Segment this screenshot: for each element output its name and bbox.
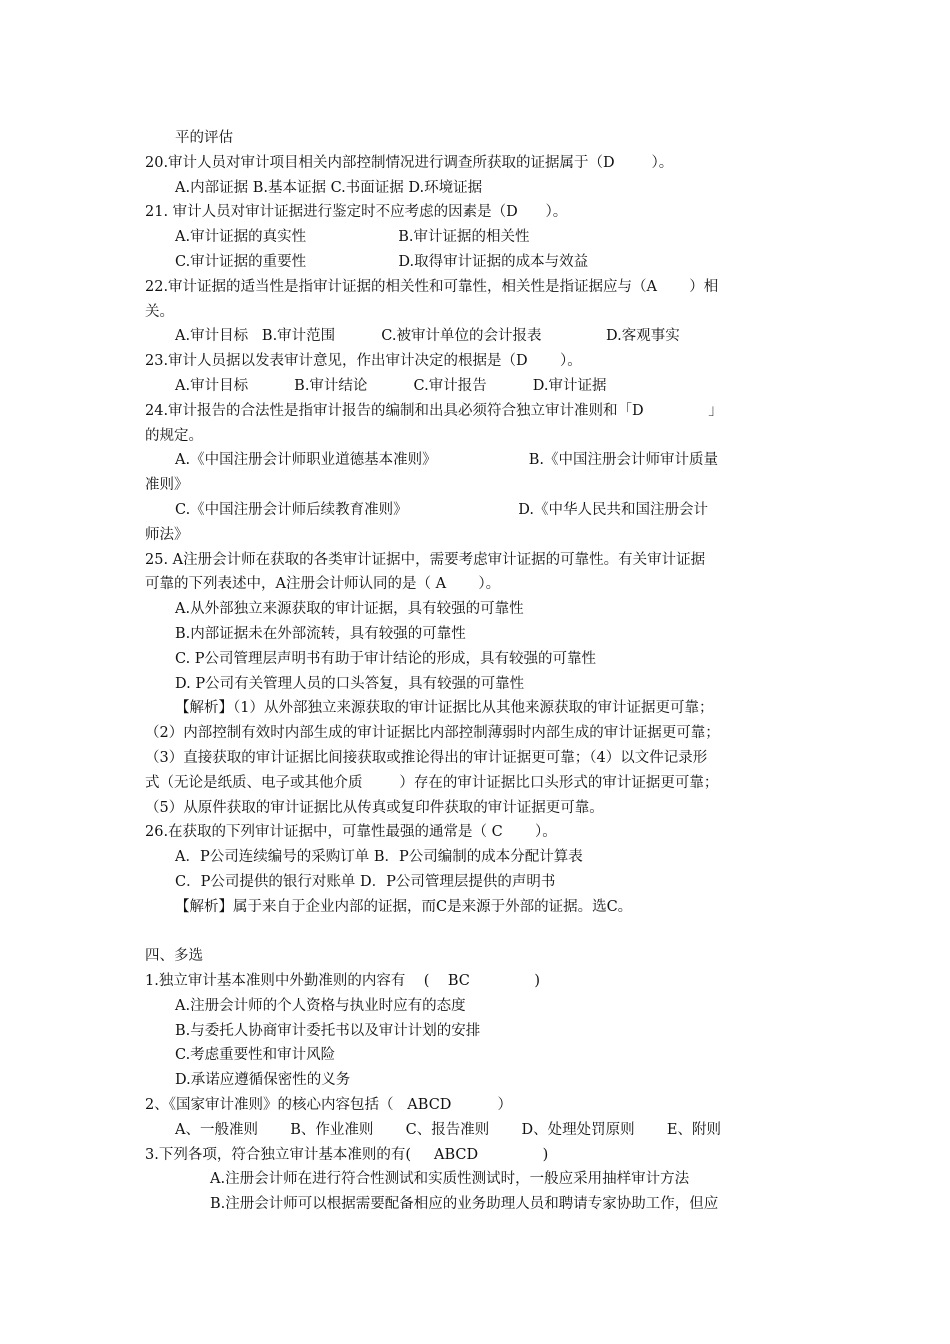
- question-21: 21. 审计人员对审计证据进行鉴定时不应考虑的因素是（D ）。: [145, 204, 568, 221]
- mc-question-2: 2、《国家审计准则》的核心内容包括（ ABCD ）: [145, 1097, 513, 1114]
- section-heading-multiple-choice: 四、多选: [145, 948, 203, 965]
- question-24-options-ab-cont: 准则》: [145, 477, 189, 494]
- analysis-25-line-4: 式（无论是纸质、电子或其他介质 ）存在的审计证据比口头形式的审计证据更可靠；: [145, 774, 719, 791]
- mc-question-1: 1.独立审计基本准则中外勤准则的内容有 ( BC ): [145, 973, 541, 990]
- mc-question-2-options: A、一般准则 B、作业准则 C、报告准则 D、处理处罚原则 E、附则: [175, 1121, 721, 1138]
- mc-question-1-option-a: A.注册会计师的个人资格与执业时应有的态度: [175, 997, 466, 1014]
- analysis-25-line-1: 【解析】（1）从外部独立来源获取的审计证据比从其他来源获取的审计证据更可靠；: [175, 700, 714, 717]
- analysis-25-line-3: （3）直接获取的审计证据比间接获取或推论得出的审计证据更可靠；（4）以文件记录形: [145, 749, 708, 766]
- question-24-options-cd: C.《中国注册会计师后续教育准则》 D.《中华人民共和国注册会计: [175, 501, 709, 518]
- question-26-options-cd: C．P公司提供的银行对账单 D．P公司管理层提供的声明书: [175, 873, 556, 890]
- question-25-option-d: D. P公司有关管理人员的口头答复，具有较强的可靠性: [175, 675, 525, 692]
- question-23-options: A.审计目标 B.审计结论 C.审计报告 D.审计证据: [175, 377, 607, 394]
- question-24-options-cd-cont: 师法》: [145, 526, 189, 543]
- question-22-options: A.审计目标 B.审计范围 C.被审计单位的会计报表 D.客观事实: [175, 328, 680, 345]
- mc-question-1-option-d: D.承诺应遵循保密性的义务: [175, 1072, 351, 1089]
- question-26: 26.在获取的下列审计证据中，可靠性最强的通常是（ C ）。: [145, 824, 557, 841]
- question-22: 22.审计证据的适当性是指审计证据的相关性和可靠性，相关性是指证据应与（A ）相: [145, 278, 719, 295]
- question-24-cont: 的规定。: [145, 427, 203, 444]
- question-21-options-cd: C.审计证据的重要性 D.取得审计证据的成本与效益: [175, 253, 589, 270]
- analysis-26: 【解析】属于来自于企业内部的证据，而C是来源于外部的证据。选C。: [175, 898, 633, 915]
- question-20-options: A.内部证据 B.基本证据 C.书面证据 D.环境证据: [175, 179, 483, 196]
- question-25-option-c: C. P公司管理层声明书有助于审计结论的形成，具有较强的可靠性: [175, 650, 597, 667]
- question-24-options-ab: A.《中国注册会计师职业道德基本准则》 B.《中国注册会计师审计质量: [175, 452, 719, 469]
- mc-question-3-option-a: A.注册会计师在进行符合性测试和实质性测试时，一般应采用抽样审计方法: [210, 1171, 690, 1188]
- question-26-options-ab: A．P公司连续编号的采购订单 B．P公司编制的成本分配计算表: [175, 849, 583, 866]
- question-22-cont: 关。: [145, 303, 174, 320]
- mc-question-1-option-c: C.考虑重要性和审计风险: [175, 1047, 336, 1064]
- question-25-option-b: B.内部证据未在外部流转，具有较强的可靠性: [175, 625, 466, 642]
- question-25-cont: 可靠的下列表述中，A注册会计师认同的是（ A ）。: [145, 576, 501, 593]
- question-25: 25. A注册会计师在获取的各类审计证据中，需要考虑审计证据的可靠性。有关审计证据: [145, 551, 706, 568]
- question-21-options-ab: A.审计证据的真实性 B.审计证据的相关性: [175, 229, 530, 246]
- question-25-option-a: A.从外部独立来源获取的审计证据，具有较强的可靠性: [175, 601, 524, 618]
- blank-line: [145, 920, 805, 945]
- document-body: [145, 126, 805, 1217]
- analysis-25-line-2: （2）内部控制有效时内部生成的审计证据比内部控制薄弱时内部生成的审计证据更可靠；: [145, 725, 720, 742]
- analysis-25-line-5: （5）从原件获取的审计证据比从传真或复印件获取的审计证据更可靠。: [145, 799, 604, 816]
- text-line: 平的评估: [175, 130, 233, 146]
- question-24: 24.审计报告的合法性是指审计报告的编制和出具必须符合独立审计准则和「D 」: [145, 402, 723, 419]
- mc-question-3: 3.下列各项，符合独立审计基本准则的有( ABCD ): [145, 1146, 549, 1163]
- mc-question-1-option-b: B.与委托人协商审计委托书以及审计计划的安排: [175, 1022, 481, 1039]
- question-23: 23.审计人员据以发表审计意见，作出审计决定的根据是（D ）。: [145, 353, 582, 370]
- question-20: 20.审计人员对审计项目相关内部控制情况进行调查所获取的证据属于（D ）。: [145, 154, 674, 171]
- mc-question-3-option-b: B.注册会计师可以根据需要配备相应的业务助理人员和聘请专家协助工作，但应: [210, 1196, 719, 1213]
